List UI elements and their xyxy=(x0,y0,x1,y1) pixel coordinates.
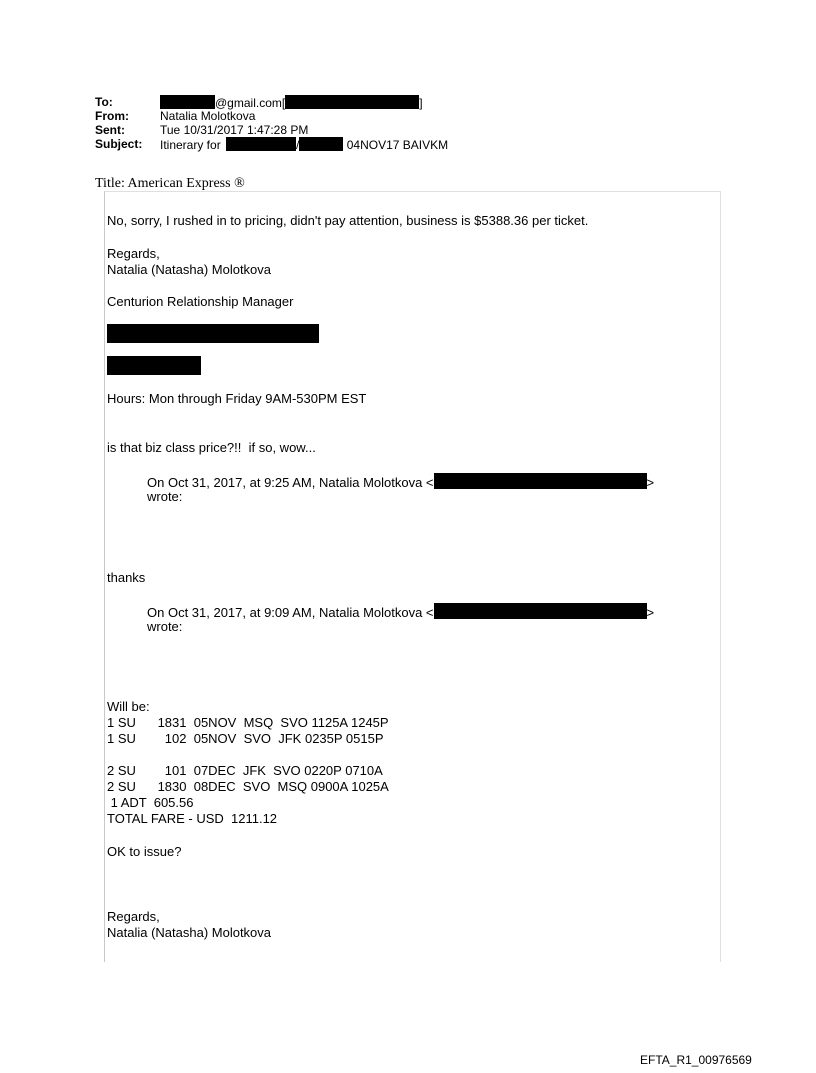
regards-1: Regards, xyxy=(107,246,160,261)
signature-role: Centurion Relationship Manager xyxy=(107,294,294,309)
to-row xyxy=(95,95,448,109)
sent-value: Tue 10/31/2017 1:47:28 PM xyxy=(160,123,309,137)
to-label: To: xyxy=(95,95,113,109)
to-value xyxy=(160,95,423,109)
subject-suffix: 04NOV17 BAIVKM xyxy=(346,138,449,152)
redaction-block xyxy=(226,137,296,151)
total-fare-line: TOTAL FARE - USD 1211.12 xyxy=(107,811,278,826)
quote-1-header xyxy=(147,473,654,491)
hours-line: Hours: Mon through Friday 9AM-530PM EST xyxy=(107,391,367,406)
quote-2-end: > xyxy=(646,605,655,620)
ok-to-issue-line: OK to issue? xyxy=(107,844,182,859)
will-be-line: Will be: xyxy=(107,699,150,714)
itinerary-line: 1 SU 1831 05NOV MSQ SVO 1125A 1245P xyxy=(107,715,389,730)
redaction-block xyxy=(434,473,647,489)
signature-name-2: Natalia (Natasha) Molotkova xyxy=(107,925,272,940)
fare-line: 1 ADT 605.56 xyxy=(107,795,194,810)
subject-label: Subject: xyxy=(95,137,143,151)
to-value-end: ] xyxy=(419,96,423,110)
sent-label: Sent: xyxy=(95,123,125,137)
quote-2-text: On Oct 31, 2017, at 9:09 AM, Natalia Molotkova < xyxy=(147,605,434,620)
sent-row xyxy=(95,123,448,137)
redaction-block xyxy=(299,137,343,151)
subject-value xyxy=(160,137,448,151)
redaction-block xyxy=(107,324,319,343)
question-line: is that biz class price?!! if so, wow... xyxy=(107,440,316,455)
redaction-block xyxy=(285,95,419,109)
subject-slash: / xyxy=(296,138,300,152)
email-header xyxy=(95,95,448,151)
to-value-domain: @gmail.com[ xyxy=(215,96,286,110)
subject-row xyxy=(95,137,448,151)
quote-2-header xyxy=(147,603,654,621)
quote-2-wrote: wrote: xyxy=(147,619,183,634)
document-id: EFTA_R1_00976569 xyxy=(640,1053,752,1067)
from-row xyxy=(95,109,448,123)
quote-1-text: On Oct 31, 2017, at 9:25 AM, Natalia Molotkova < xyxy=(147,475,434,490)
itinerary-line: 2 SU 101 07DEC JFK SVO 0220P 0710A xyxy=(107,763,383,778)
from-value: Natalia Molotkova xyxy=(160,109,256,123)
redaction-block xyxy=(160,95,215,109)
subject-prefix: Itinerary for xyxy=(160,138,221,152)
itinerary-line: 2 SU 1830 08DEC SVO MSQ 0900A 1025A xyxy=(107,779,389,794)
signature-name-1: Natalia (Natasha) Molotkova xyxy=(107,262,272,277)
thanks-line: thanks xyxy=(107,570,146,585)
from-label: From: xyxy=(95,109,129,123)
title-line: Title: American Express ® xyxy=(95,176,245,191)
redaction-block xyxy=(434,603,647,619)
quote-1-wrote: wrote: xyxy=(147,489,183,504)
redaction-block xyxy=(107,356,201,375)
itinerary-line: 1 SU 102 05NOV SVO JFK 0235P 0515P xyxy=(107,731,384,746)
regards-2: Regards, xyxy=(107,909,160,924)
quote-1-end: > xyxy=(646,475,655,490)
reply-line: No, sorry, I rushed in to pricing, didn't pay attention, business is $5388.36 per ticket. xyxy=(107,213,589,228)
